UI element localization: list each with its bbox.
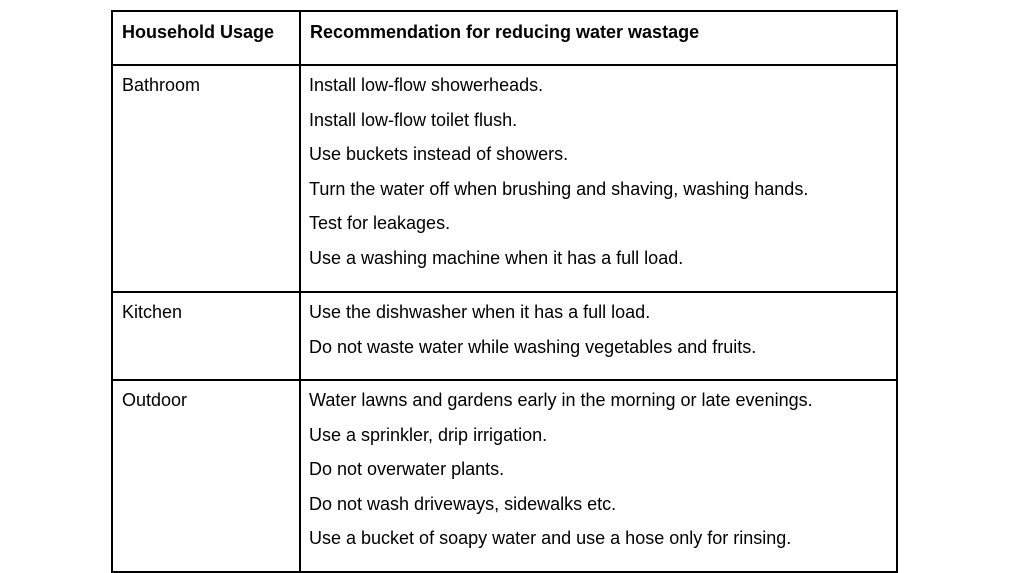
recommendation-cell — [300, 292, 897, 380]
table-row — [112, 292, 897, 380]
recommendation-list — [301, 293, 896, 370]
usage-label: Outdoor — [122, 390, 188, 410]
usage-label: Kitchen — [122, 302, 183, 322]
recommendation-item: Use the dishwasher when it has a full load. — [309, 302, 651, 322]
recommendation-item: Do not waste water while washing vegetables and fruits. — [309, 336, 757, 357]
recommendation-item: Use a sprinkler, drip irrigation. — [309, 424, 548, 445]
recommendation-list — [301, 381, 896, 561]
header-recommendation-label: Recommendation for reducing water wastage — [310, 22, 700, 42]
header-recommendation — [300, 11, 897, 65]
usage-cell — [112, 380, 300, 572]
recommendation-item: Test for leakages. — [309, 213, 451, 233]
recommendation-item: Do not overwater plants. — [309, 459, 505, 479]
recommendation-list — [301, 66, 896, 281]
recommendation-cell — [300, 65, 897, 292]
recommendation-item: Use a bucket of soapy water and use a hose only for rinsing. — [309, 528, 792, 548]
recommendation-item: Water lawns and gardens early in the morning or late evenings. — [309, 390, 813, 410]
recommendation-item: Turn the water off when brushing and shaving, washing hands. — [309, 178, 809, 199]
recommendation-cell — [300, 380, 897, 572]
water-saving-table — [111, 10, 898, 573]
recommendation-item: Install low-flow toilet flush. — [309, 109, 518, 130]
recommendation-item: Do not wash driveways, sidewalks etc. — [309, 493, 617, 514]
table-header-row — [112, 11, 897, 65]
recommendation-item: Use buckets instead of showers. — [309, 144, 569, 164]
recommendation-item: Use a washing machine when it has a full load. — [309, 247, 684, 268]
usage-cell — [112, 65, 300, 292]
header-household-usage-label: Household Usage — [122, 22, 275, 42]
table-row — [112, 65, 897, 292]
header-household-usage — [112, 11, 300, 65]
usage-cell — [112, 292, 300, 380]
usage-label: Bathroom — [122, 75, 201, 95]
recommendation-item: Install low-flow showerheads. — [309, 75, 544, 95]
table-row — [112, 380, 897, 572]
